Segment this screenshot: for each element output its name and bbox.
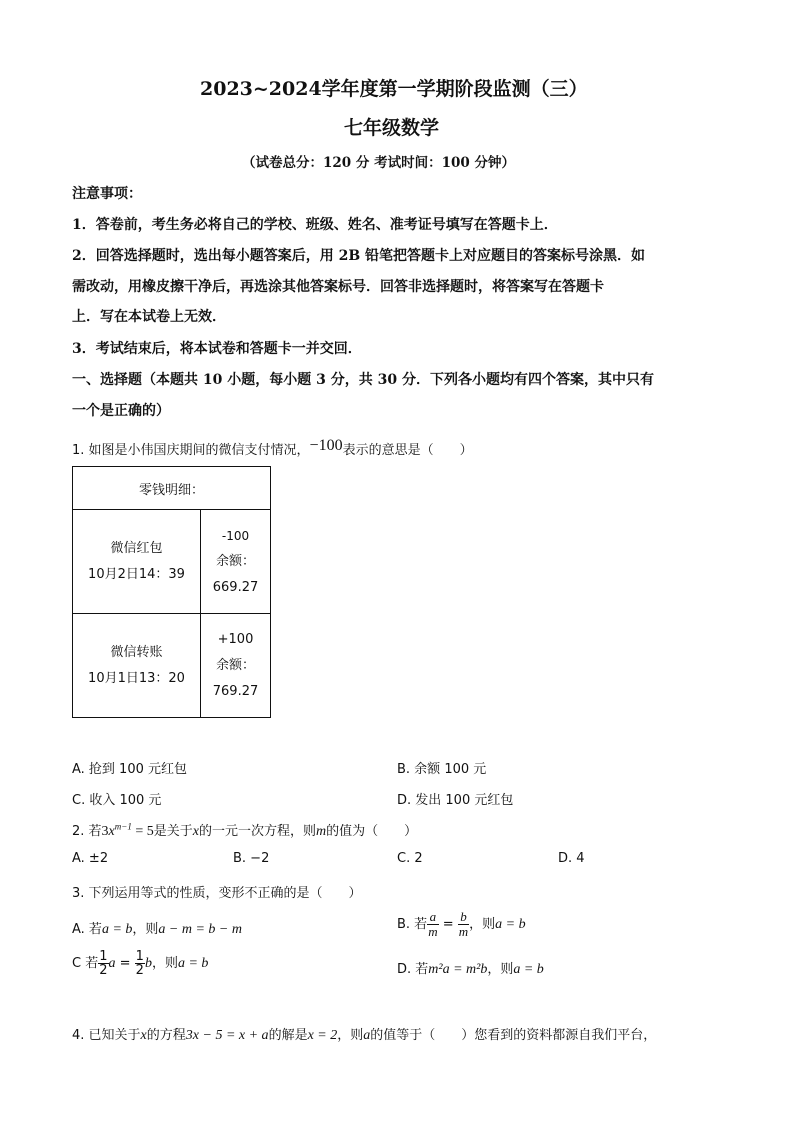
option-c-label: C 若 [72,956,99,971]
option-d-result: a = b [513,962,544,977]
option-a-label: A. 若 [72,922,102,937]
notice-heading: 注意事项： [72,186,142,202]
question-1-suffix: 表示的意思是（ ） [342,443,473,458]
question-4-prefix: 4. 已知关于 [72,1028,141,1043]
notice-item-3: 3．考试结束后，将本试卷和答题卡一并交回． [72,341,362,357]
notice-item-2-cont: 需改动，用橡皮擦干净后，再选涂其他答案标号．回答非选择题时，将答案写在答题卡 [72,279,604,295]
ledger-row-2-desc [73,614,201,718]
question-4-var-a: a [363,1028,371,1043]
frac-num: 1 [135,949,144,964]
option-b-label: B. 若 [397,917,428,932]
ledger-row-1-name: 微信红包 [110,540,163,556]
ledger-row-1-time: 10月2日14：39 [88,566,185,582]
question-1-option-d: D. 发出 100 元红包 [397,793,514,808]
exam-title: 2023~2024学年度第一学期阶段监测（三） [200,78,588,100]
question-4-solution: x = 2 [307,1028,338,1043]
question-2-var-m: m [316,824,327,839]
frac-den: 2 [135,963,144,978]
ledger-row-2-name: 微信转账 [110,644,163,660]
question-2-var-x: x [192,824,199,839]
section1-heading: 一、选择题（本题共 10 小题，每小题 3 分，共 30 分．下列各小题均有四个答案，其中只有 [72,372,654,388]
question-2-equation [101,821,154,839]
question-2-middle: 是关于 [153,824,193,839]
frac-den: m [458,924,469,939]
ledger-row-1-desc [73,510,201,614]
question-2-option-b: B. −2 [233,851,270,866]
option-b-result: a = b [495,917,526,932]
var-b: b [144,956,152,971]
frac-den: 2 [99,963,108,978]
question-1-value: −100 [309,437,343,454]
question-2-middle2: 的一元一次方程，则 [198,824,316,839]
equation-coef: 3 [101,824,109,839]
fraction-one-half [98,950,108,977]
question-2-option-c: C. 2 [397,851,423,866]
option-a-result: a − m = b − m [158,922,242,937]
equation-var: x [108,824,115,839]
ledger-row-1-amount: -100 [221,528,250,543]
option-b-sep: ，则 [469,917,496,932]
option-c-result: a = b [177,956,209,971]
option-a-sep: ，则 [132,922,159,937]
question-4-middle: 的方程 [146,1028,186,1043]
question-4-var-x: x [140,1028,147,1043]
ledger-row-2-time: 10月1日13：20 [88,670,185,686]
question-1-option-c: C. 收入 100 元 [72,793,162,808]
var-a: a [108,956,116,971]
question-4-stem [72,1024,656,1044]
equation-rest: = 5 [131,824,154,839]
notice-item-2-end: 上．写在本试卷上无效． [72,309,226,325]
option-d-label: D. 若 [397,962,429,977]
question-3-option-a [72,918,242,938]
question-1-option-a: A. 抢到 100 元红包 [72,762,188,777]
exam-subject: 七年级数学 [344,117,440,139]
wechat-ledger-table [72,466,271,718]
question-2-prefix: 2. 若 [72,824,102,839]
table-row [73,614,271,718]
ledger-row-1-balance-label: 余额： [215,553,255,569]
question-4-suffix: 的值等于（ ）您看到的资料都源自我们平台， [370,1028,657,1043]
question-4-middle2: 的解是 [268,1028,308,1043]
notice-item-2: 2．回答选择题时，选出每小题答案后，用 2B 铅笔把答题卡上对应题目的答案标号涂黑．如 [72,248,646,264]
question-1-option-b: B. 余额 100 元 [397,762,487,777]
question-1-prefix: 1. 如图是小伟国庆期间的微信支付情况， [72,443,310,458]
ledger-row-2-balance-label: 余额： [215,657,255,673]
option-c-sep: ，则 [151,956,178,971]
section1-heading-cont: 一个是正确的） [72,403,170,419]
question-2-stem [72,820,417,840]
table-row [73,510,271,614]
equals-sign: = [115,956,135,971]
question-1-stem [72,439,473,459]
option-a-condition: a = b [101,922,133,937]
question-3-option-d [397,958,544,978]
frac-num: b [460,909,467,924]
ledger-row-2-balance: 769.27 [212,683,259,699]
frac-num: 1 [99,949,108,964]
frac-num: a [429,909,437,924]
question-3-stem: 3. 下列运用等式的性质，变形不正确的是（ ） [72,886,362,901]
question-3-option-b [397,910,526,939]
fraction-one-half [135,950,145,977]
notice-item-1: 1．答卷前，考生务必将自己的学校、班级、姓名、准考证号填写在答题卡上． [72,217,558,233]
ledger-row-1-balance: 669.27 [212,579,259,595]
exam-info: （试卷总分：120 分 考试时间：100 分钟） [242,155,515,171]
ledger-row-1-amount-cell [201,510,271,614]
fraction-a-over-m [427,910,438,939]
ledger-row-2-amount: +100 [217,631,254,647]
question-4-middle3: ，则 [337,1028,364,1043]
ledger-header: 零钱明细： [73,467,271,510]
equation-exponent: m−1 [114,821,132,832]
question-2-suffix: 的值为（ ） [326,824,418,839]
question-3-option-c [72,950,208,977]
question-4-equation: 3x − 5 = x + a [185,1028,269,1043]
fraction-b-over-m [458,910,469,939]
frac-den: m [428,924,438,939]
equals-sign: = [438,917,458,932]
question-2-option-a: A. ±2 [72,851,109,866]
option-d-sep: ，则 [487,962,514,977]
ledger-row-2-amount-cell [201,614,271,718]
question-2-option-d: D. 4 [558,851,585,866]
option-d-condition: m²a = m²b [428,962,488,977]
